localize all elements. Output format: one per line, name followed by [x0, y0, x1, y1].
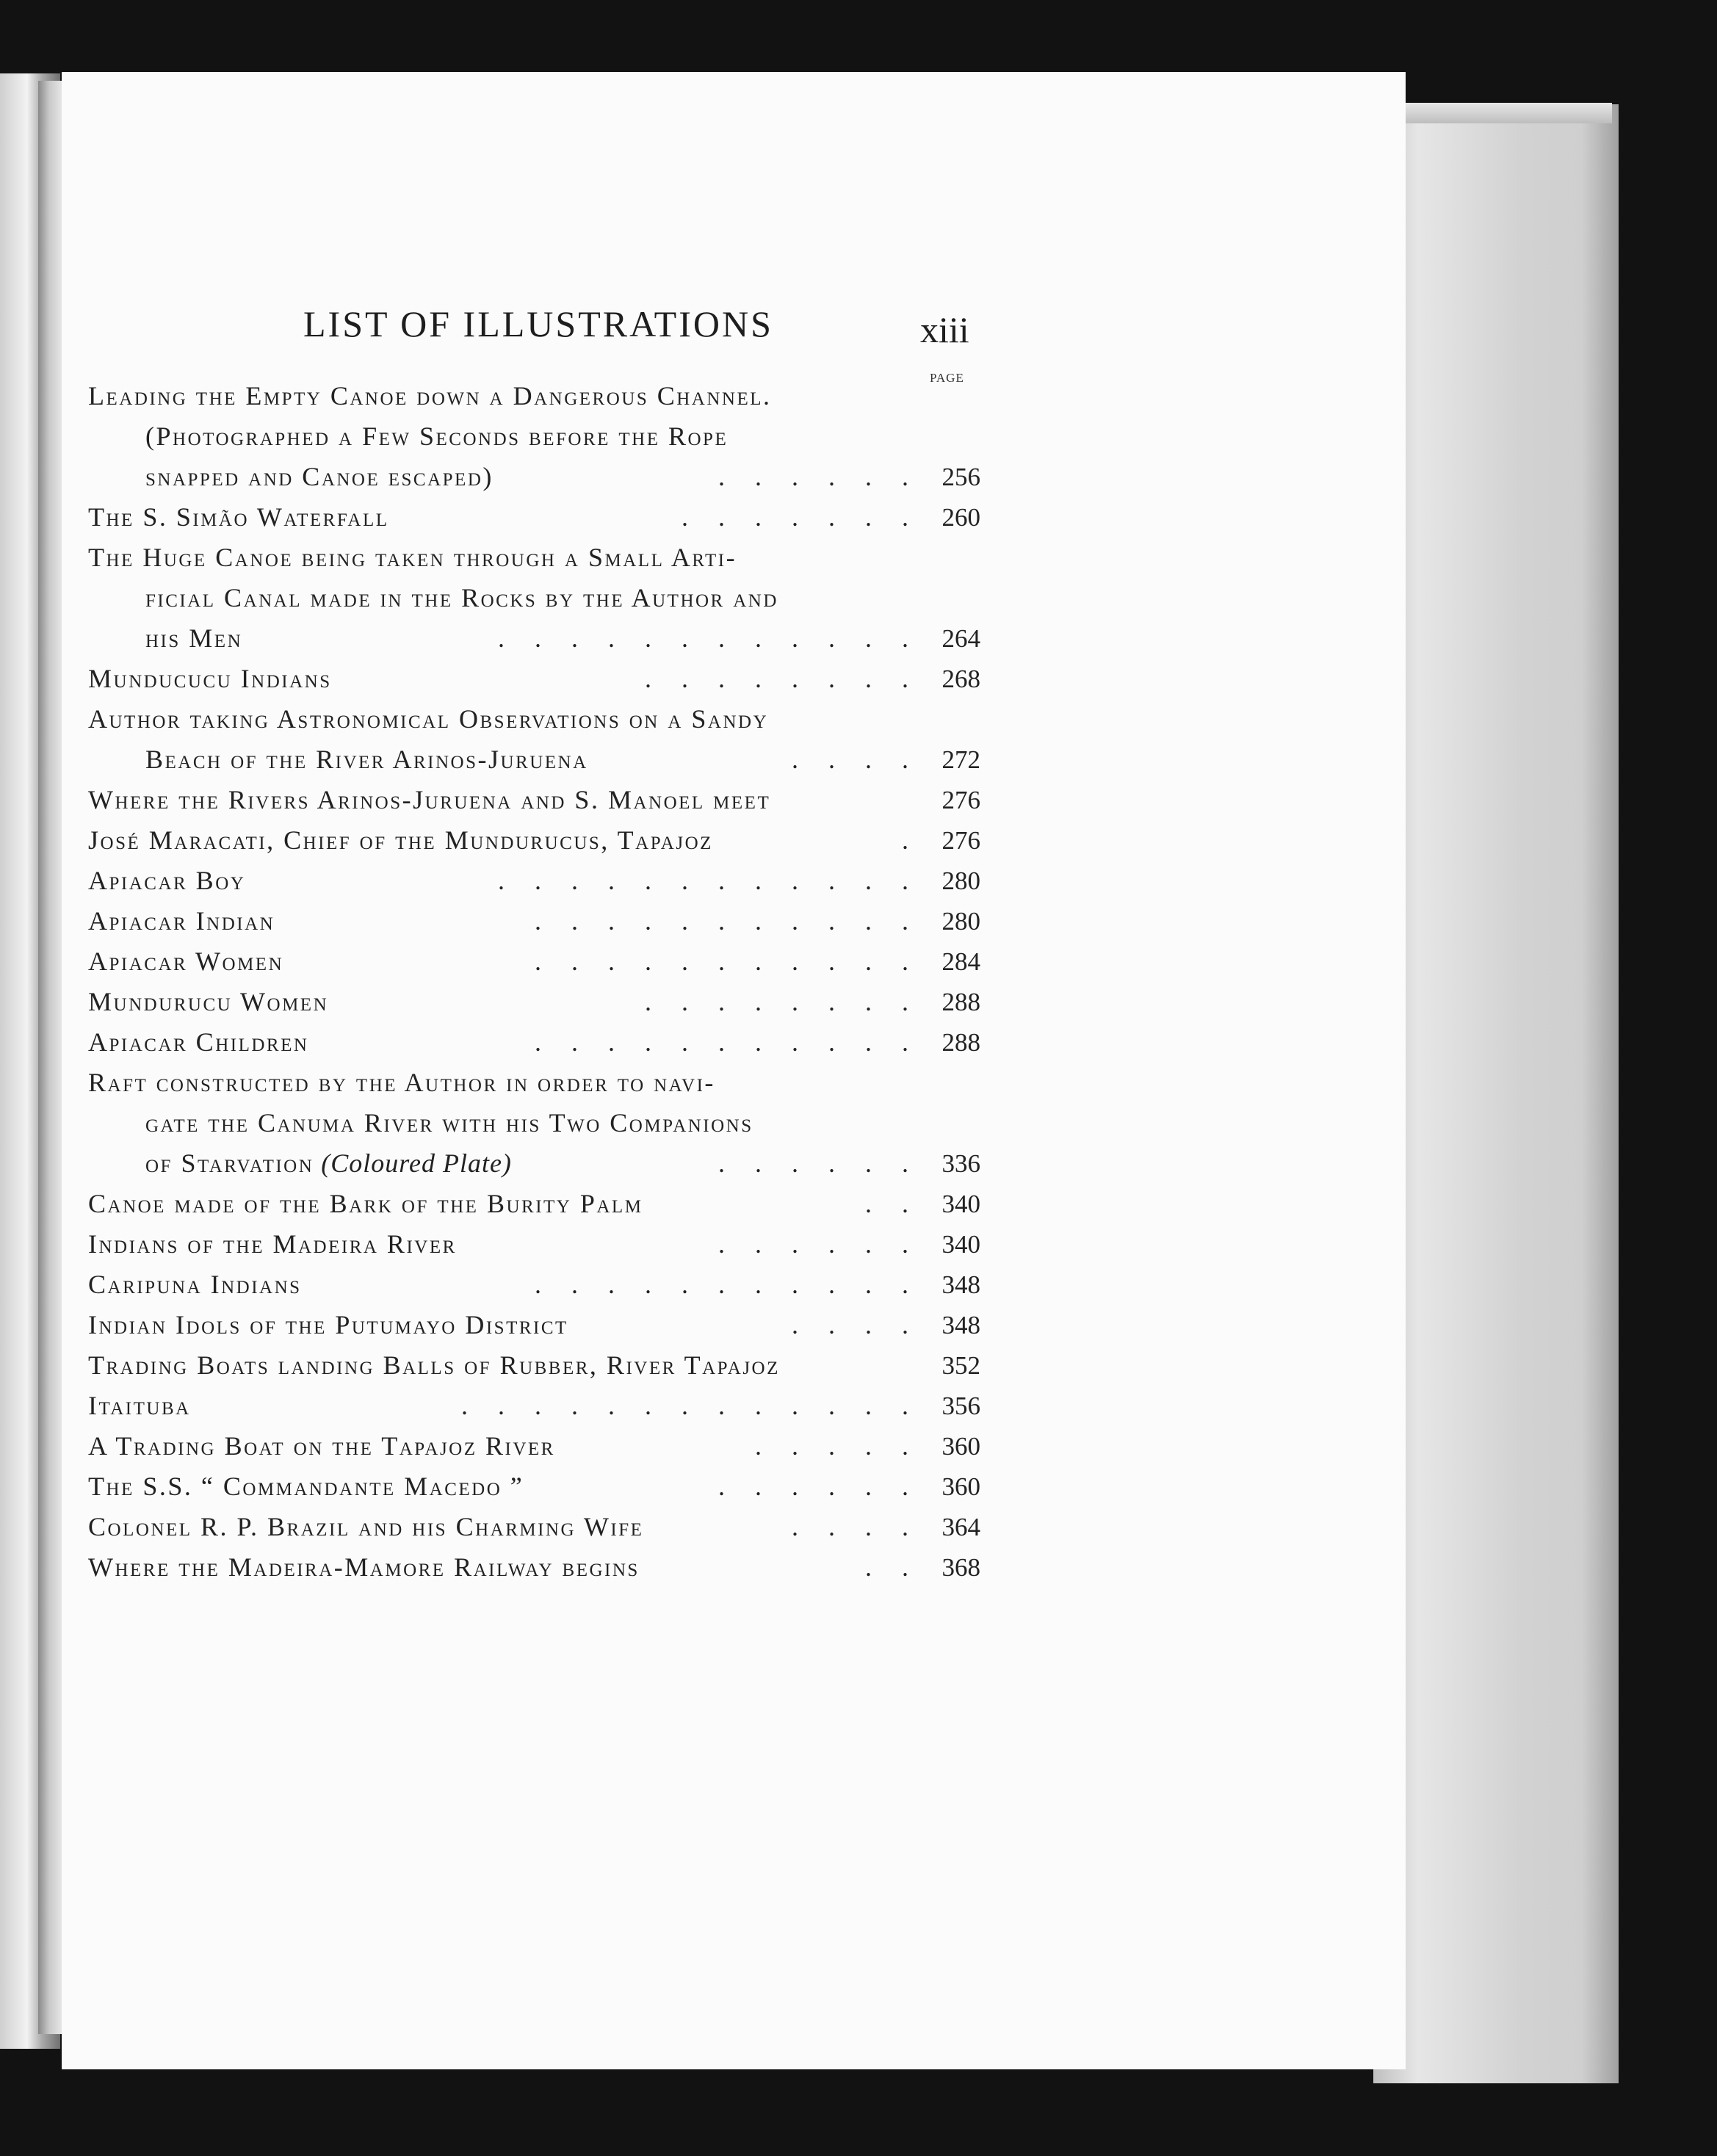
illustration-entry-line [88, 1305, 980, 1345]
illustration-page-number: 356 [941, 1392, 980, 1420]
page-stack-top [1399, 103, 1612, 123]
illustration-entry-line [88, 1507, 980, 1547]
illustration-title: Apiacar Boy [88, 866, 246, 895]
illustration-entry-line [88, 941, 980, 982]
illustration-title: Canoe made of the Bark of the Burity Palm [88, 1189, 643, 1218]
dot-leader: . . . . . [755, 1431, 908, 1461]
illustration-entry-line [88, 1466, 980, 1507]
illustration-entry-line [88, 699, 980, 739]
illustration-page-number: 340 [941, 1190, 980, 1218]
dot-leader: . . . . . . [718, 1229, 908, 1259]
illustration-title: Munducucu Indians [88, 664, 332, 693]
illustration-title: Trading Boats landing Balls of Rubber, River Tapajoz [88, 1350, 780, 1380]
illustration-entry [88, 1184, 980, 1224]
illustration-title: Caripuna Indians [88, 1270, 302, 1299]
illustration-entry [88, 901, 980, 941]
illustration-page-number: 280 [941, 907, 980, 936]
illustration-page-number: 256 [941, 463, 980, 491]
illustration-entry-line [88, 538, 980, 578]
illustration-page-number: 336 [941, 1149, 980, 1178]
dot-leader: . [902, 825, 908, 855]
illustration-title: gate the Canuma River with his Two Companions [145, 1108, 753, 1137]
illustration-page-number: 360 [941, 1472, 980, 1501]
illustration-title: Beach of the River Arinos-Juruena [145, 745, 588, 774]
dot-leader: . . . . [792, 745, 908, 774]
illustration-page-number: 348 [941, 1270, 980, 1299]
illustration-entry-line [88, 618, 980, 659]
illustration-entry [88, 1507, 980, 1547]
dot-leader: . . . . . . [718, 462, 908, 491]
illustration-title: Raft constructed by the Author in order to navi- [88, 1068, 715, 1097]
illustration-entry-line [88, 1143, 980, 1184]
illustration-entry-line [88, 820, 980, 861]
illustration-note: (Coloured Plate) [314, 1148, 512, 1178]
illustration-title: ficial Canal made in the Rocks by the Author and [145, 583, 778, 612]
illustration-title: Mundurucu Women [88, 987, 329, 1016]
illustration-entry-line [88, 1184, 980, 1224]
illustration-entry [88, 497, 980, 538]
illustration-title: Indian Idols of the Putumayo District [88, 1310, 568, 1339]
illustration-entry-line [88, 1103, 980, 1143]
illustration-page-number: 340 [941, 1230, 980, 1259]
illustration-page-number: 360 [941, 1432, 980, 1461]
illustration-page-number: 284 [941, 947, 980, 976]
illustration-page-number: 352 [941, 1351, 980, 1380]
illustration-entry-line [88, 578, 980, 618]
illustration-entry-line [88, 1022, 980, 1063]
illustration-page-number: 364 [941, 1513, 980, 1541]
page-column-label: PAGE [930, 371, 964, 385]
illustration-entry-line [88, 1386, 980, 1426]
illustration-title: snapped and Canoe escaped) [145, 462, 494, 491]
illustration-title: Where the Rivers Arinos-Juruena and S. Manoel meet [88, 785, 771, 814]
illustration-page-number: 348 [941, 1311, 980, 1339]
illustration-title: of Starvation (Coloured Plate) [145, 1148, 512, 1178]
illustration-entry [88, 538, 980, 659]
illustration-entry-line [88, 901, 980, 941]
illustration-title: Itaituba [88, 1391, 191, 1420]
dot-leader: . . . . . . [718, 1148, 908, 1178]
illustration-entry [88, 982, 980, 1022]
illustration-entry [88, 1022, 980, 1063]
dot-leader: . . [865, 1189, 908, 1218]
dot-leader: . . . . . . . . . . . [535, 1027, 908, 1057]
illustration-entry-line [88, 780, 980, 820]
illustration-entry [88, 376, 980, 497]
dot-leader: . . . . . . . . [645, 987, 908, 1016]
illustration-entry [88, 1547, 980, 1588]
illustration-entry-line [88, 1265, 980, 1305]
illustration-entry [88, 1345, 980, 1386]
illustration-entry-line [88, 739, 980, 780]
illustration-entry-line [88, 1426, 980, 1466]
illustration-entry-line [88, 457, 980, 497]
dot-leader: . . . . . . . . . . . . [498, 866, 908, 895]
illustration-title: Where the Madeira-Mamore Railway begins [88, 1552, 640, 1582]
illustration-title: Apiacar Indian [88, 906, 275, 936]
illustration-entry-line [88, 1547, 980, 1588]
illustration-title: his Men [145, 623, 243, 653]
dot-leader: . . . . . . . . . . . [535, 906, 908, 936]
illustration-entry [88, 699, 980, 780]
illustration-title: The S. Simão Waterfall [88, 502, 389, 532]
illustration-entry-line [88, 861, 980, 901]
illustration-title: Indians of the Madeira River [88, 1229, 457, 1259]
illustration-entry [88, 1063, 980, 1184]
dot-leader: . . . . . . . [682, 502, 908, 532]
illustration-title: Apiacar Children [88, 1027, 309, 1057]
illustration-entry-line [88, 416, 980, 457]
dot-leader: . . . . . . . . . . . . . [461, 1391, 908, 1420]
illustration-title: Colonel R. P. Brazil and his Charming Wife [88, 1512, 644, 1541]
illustration-entry [88, 1466, 980, 1507]
illustrations-list [88, 376, 980, 1588]
illustration-page-number: 276 [941, 826, 980, 855]
illustration-page-number: 368 [941, 1553, 980, 1582]
running-head-title: LIST OF ILLUSTRATIONS [303, 303, 773, 344]
running-head-page-number: xiii [920, 309, 969, 350]
illustration-page-number: 264 [941, 624, 980, 653]
illustration-entry [88, 1305, 980, 1345]
illustration-page-number: 288 [941, 1028, 980, 1057]
illustration-entry [88, 861, 980, 901]
illustration-title: A Trading Boat on the Tapajoz River [88, 1431, 555, 1461]
illustration-page-number: 288 [941, 988, 980, 1016]
illustration-page-number: 260 [941, 503, 980, 532]
illustration-entry [88, 941, 980, 982]
dot-leader: . . . . . . . . . . . [535, 947, 908, 976]
illustration-title: José Maracati, Chief of the Mundurucus, Tapajoz [88, 825, 713, 855]
illustration-entry [88, 820, 980, 861]
illustration-title: Author taking Astronomical Observations on a Sandy [88, 704, 769, 734]
illustration-entry [88, 780, 980, 820]
illustration-title: (Photographed a Few Seconds before the Rope [145, 422, 729, 451]
illustration-page-number: 268 [941, 665, 980, 693]
illustration-entry [88, 1426, 980, 1466]
illustration-entry [88, 1265, 980, 1305]
dot-leader: . . . . . . [718, 1472, 908, 1501]
illustration-entry-line [88, 659, 980, 699]
page-stack-edge [1373, 104, 1619, 2083]
illustration-entry-line [88, 1063, 980, 1103]
illustration-entry [88, 1224, 980, 1265]
dot-leader: . . . . . . . . . . . . [498, 623, 908, 653]
dot-leader: . . . . . . . . . . . [535, 1270, 908, 1299]
dot-leader: . . . . [792, 1512, 908, 1541]
illustration-entry [88, 1386, 980, 1426]
illustration-entry-line [88, 982, 980, 1022]
illustration-entry-line [88, 376, 980, 416]
illustration-entry-line [88, 497, 980, 538]
illustration-title: Leading the Empty Canoe down a Dangerous Channel. [88, 381, 772, 410]
dot-leader: . . [865, 1552, 908, 1582]
illustration-title: Apiacar Women [88, 947, 284, 976]
illustration-entry-line [88, 1224, 980, 1265]
illustration-page-number: 272 [941, 745, 980, 774]
illustration-entry [88, 659, 980, 699]
illustration-entry-line [88, 1345, 980, 1386]
dot-leader: . . . . . . . . [645, 664, 908, 693]
illustration-page-number: 276 [941, 786, 980, 814]
dot-leader: . . . . [792, 1310, 908, 1339]
illustration-title: The Huge Canoe being taken through a Small Arti- [88, 543, 737, 572]
illustration-title: The S.S. “ Commandante Macedo ” [88, 1472, 524, 1501]
illustration-page-number: 280 [941, 867, 980, 895]
